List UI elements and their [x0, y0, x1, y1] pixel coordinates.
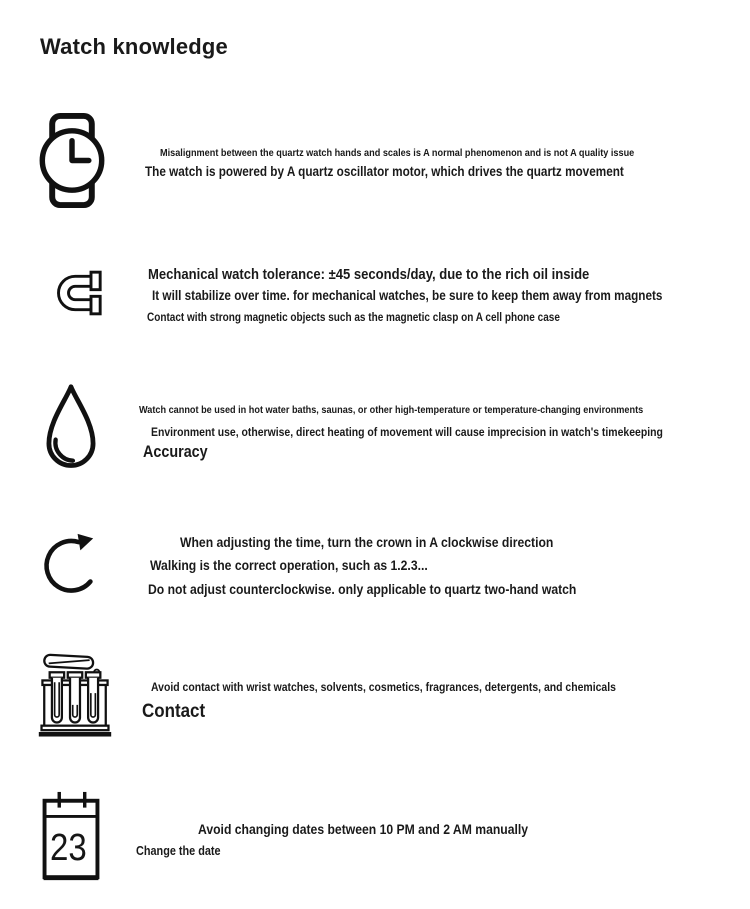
magnet-icon [46, 263, 106, 323]
contact-heading: Contact [142, 700, 206, 722]
date-change-warning-text: Avoid changing dates between 10 PM and 2 AM manually [198, 821, 529, 837]
magnetic-objects-note: Contact with strong magnetic objects such as the magnetic clasp on A cell phone case [147, 312, 560, 324]
quartz-misalignment-note: Misalignment between the quartz watch hands and scales is A normal phenomenon and is not A quality issue [160, 147, 635, 159]
page-title: Watch knowledge [40, 34, 228, 59]
chemicals-warning-text: Avoid contact with wrist watches, solvents, cosmetics, fragrances, detergents, and chemicals [151, 680, 616, 694]
calendar-day-number: 23 [50, 827, 87, 869]
magnet-warning-text: It will stabilize over time. for mechanical watches, be sure to keep them away from magnets [152, 288, 663, 303]
walking-operation-text: Walking is the correct operation, such as 1.2.3... [150, 557, 428, 573]
wristwatch-icon [39, 112, 105, 209]
hot-water-warning-note: Watch cannot be used in hot water baths, saunas, or other high-temperature or temperature-changing environments [139, 404, 644, 416]
change-date-heading: Change the date [136, 844, 221, 858]
test-tubes-icon [37, 647, 113, 741]
water-drop-icon [40, 382, 102, 478]
counterclockwise-warning-text: Do not adjust counterclockwise. only applicable to quartz two-hand watch [148, 581, 577, 597]
clockwise-arrow-icon [40, 526, 106, 604]
quartz-movement-text: The watch is powered by A quartz oscillator motor, which drives the quartz movement [145, 164, 624, 179]
accuracy-heading: Accuracy [143, 443, 208, 461]
mechanical-tolerance-text: Mechanical watch tolerance: ±45 seconds/day, due to the rich oil inside [148, 266, 590, 283]
heat-imprecision-text: Environment use, otherwise, direct heating of movement will cause imprecision in watch's timekeeping [151, 425, 663, 439]
crown-clockwise-text: When adjusting the time, turn the crown in A clockwise direction [180, 534, 554, 550]
